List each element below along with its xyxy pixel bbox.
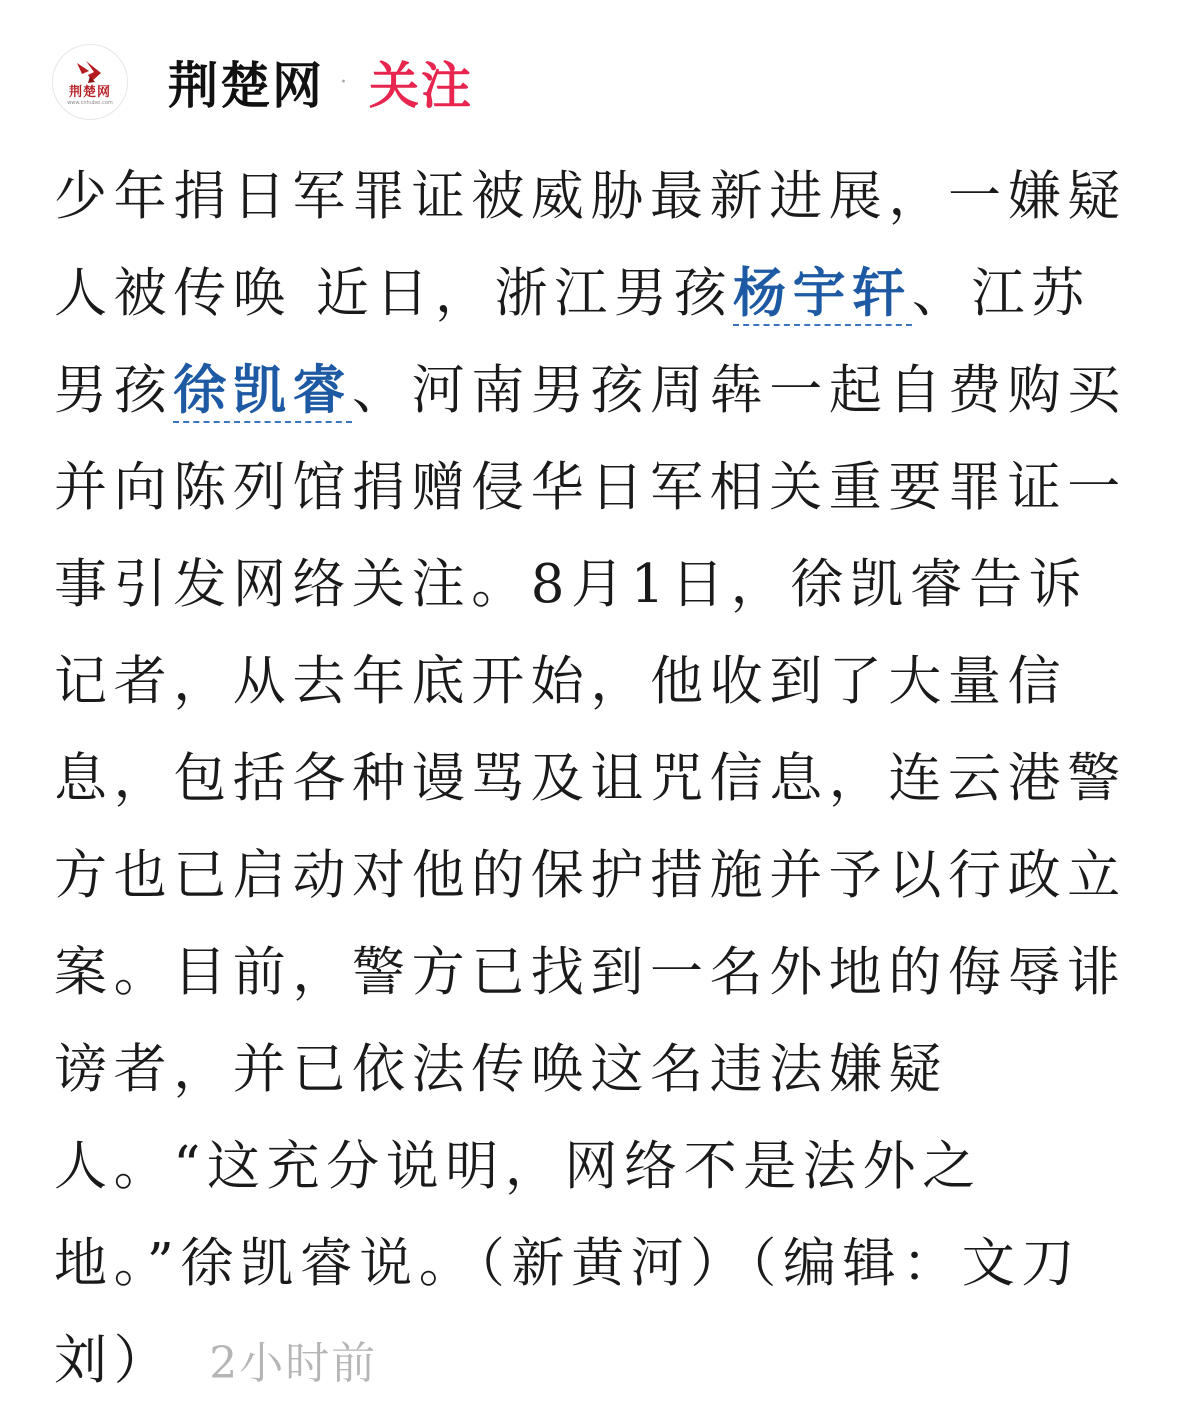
- post-text: 、河南男孩周犇一起自费购买并向陈列馆捐赠侵华日军相关重要罪证一事引发网络关注。8月1日，徐凯睿告诉记者，从去年底开始，他收到了大量信息，包括各种谩骂及诅咒信息，连云港警方也已启动对他的保护措施并予以行政立案。目前，警方已找到一名外地的侮辱诽谤者，并已依法传唤这名违法嫌疑人。“这充分说明，网络不是法外之地。”徐凯睿说。（新黄河）（编辑：文刀刘）: [54, 360, 1127, 1391]
- account-avatar[interactable]: [52, 44, 128, 120]
- jingchu-logo-icon: [73, 59, 107, 85]
- post-text: 少年捐日军罪证被威胁最新进展，一嫌疑人被传唤 近日，浙江男孩: [54, 166, 1127, 324]
- post-body: [54, 148, 1134, 1412]
- follow-button[interactable]: 关注: [369, 56, 473, 115]
- account-name[interactable]: 荆楚网: [168, 56, 324, 115]
- person-link-yang-yuxuan[interactable]: 杨宇轩: [733, 262, 912, 324]
- post-header: [52, 42, 473, 122]
- logo-text: 荆楚网: [68, 84, 111, 100]
- post-text: 、江苏男孩: [54, 263, 1091, 421]
- person-link-xu-kairui[interactable]: 徐凯睿: [173, 359, 353, 421]
- post-timestamp: 2小时前: [209, 1338, 378, 1389]
- separator-dot: ·: [340, 69, 347, 95]
- logo-url-text: www.cnhubei.com: [67, 99, 113, 106]
